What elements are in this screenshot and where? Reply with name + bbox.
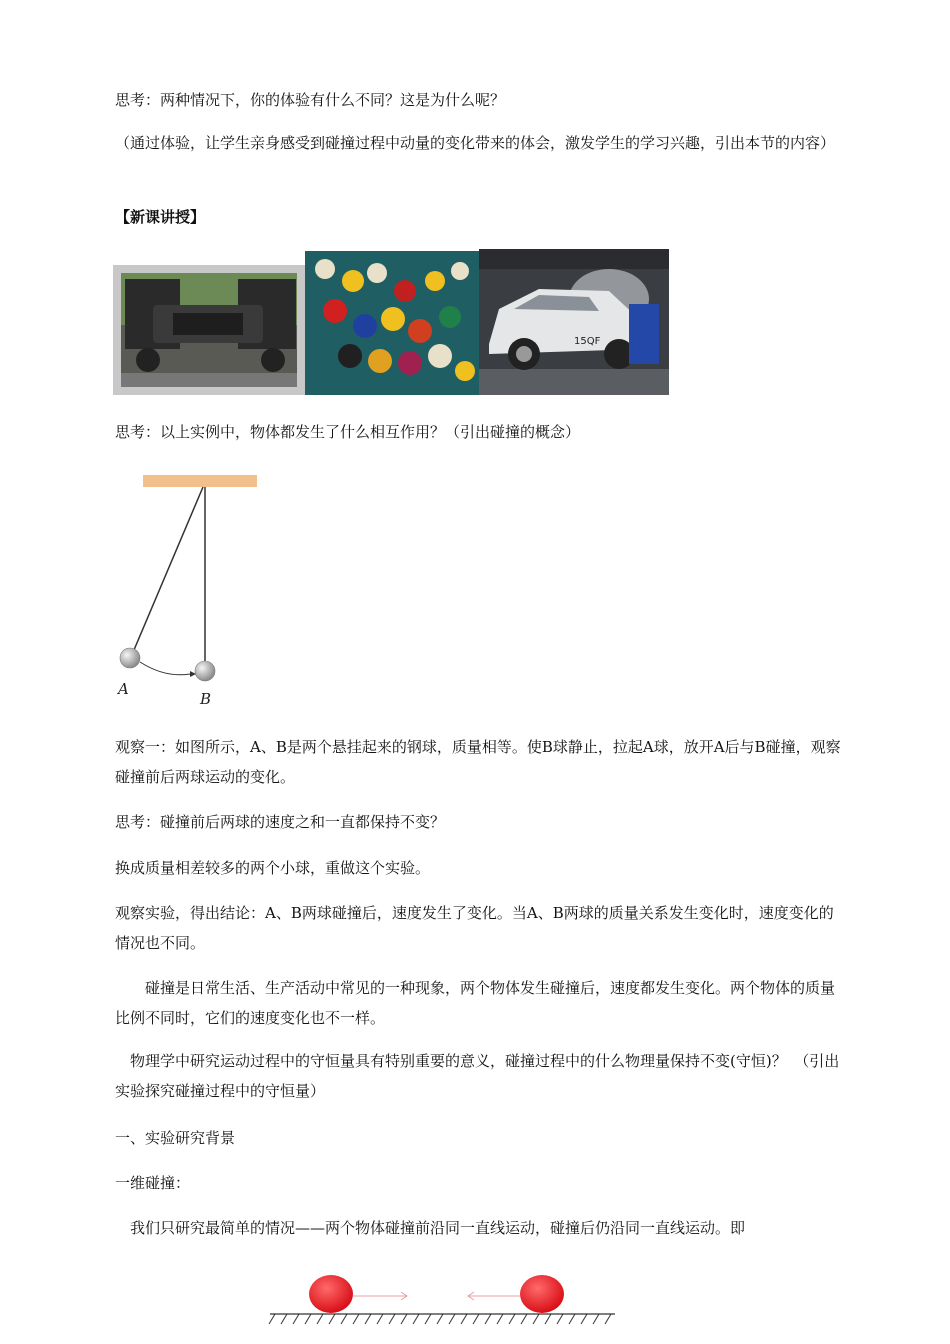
paragraph-think-2: 思考：以上实例中，物体都发生了什么相互作用？（引出碰撞的概念） <box>115 423 581 441</box>
paragraph-collision-common: 碰撞是日常生活、生产活动中常见的一种现象，两个物体发生碰撞后，速度都发生变化。两个物体的质量比例不同时，它们的速度变化也不一样。 <box>115 979 836 1027</box>
one-dimensional-collision-diagram <box>265 1270 620 1344</box>
heading-one-dimensional-collision: 一维碰撞： <box>115 1174 191 1192</box>
paragraph-conclusion: 观察实验，得出结论：A、B两球碰撞后，速度发生了变化。当A、B两球的质量关系发生变化时，速度变化的情况也不同。 <box>115 904 834 952</box>
label-a: A <box>118 680 129 698</box>
car-plate-label: 15QF <box>574 336 601 347</box>
ball-left <box>309 1275 353 1313</box>
paragraph-think-1: 思考：两种情况下，你的体验有什么不同？这是为什么呢？ <box>115 91 506 109</box>
photo-car-crash-test <box>479 249 669 395</box>
photo-train-coupler <box>113 265 305 395</box>
paragraph-think-3: 思考：碰撞前后两球的速度之和一直都保持不变？ <box>115 813 446 831</box>
ceiling-bar <box>143 475 257 487</box>
ground-hatching <box>269 1314 611 1324</box>
paragraph-simplest-case: 我们只研究最简单的情况——两个物体碰撞前沿同一直线运动，碰撞后仍沿同一直线运动。即 <box>115 1219 746 1237</box>
heading-experiment-background: 一、实验研究背景 <box>115 1129 236 1147</box>
section-heading-new-lesson: 【新课讲授】 <box>115 208 206 226</box>
paragraph-redo: 换成质量相差较多的两个小球，重做这个实验。 <box>115 859 431 877</box>
motion-arrow <box>140 662 190 675</box>
paragraph-note-1: （通过体验，让学生亲身感受到碰撞过程中动量的变化带来的体会，激发学生的学习兴趣，引出本节的内容） <box>115 134 836 152</box>
photo-billiard-balls <box>305 251 479 395</box>
ball-b <box>195 661 215 681</box>
ball-right <box>520 1275 564 1313</box>
paragraph-observe-1: 观察一：如图所示，A、B是两个悬挂起来的钢球，质量相等。使B球静止，拉起A球，放开A后与B碰撞，观察碰撞前后两球运动的变化。 <box>115 738 841 786</box>
ball-a <box>120 648 140 668</box>
paragraph-conserved: 物理学中研究运动过程中的守恒量具有特别重要的意义，碰撞过程中的什么物理量保持不变(守恒)？ （引出实验探究碰撞过程中的守恒量） <box>115 1052 840 1100</box>
string-a <box>131 487 203 657</box>
label-b: B <box>200 690 212 708</box>
pendulum-diagram <box>110 470 270 710</box>
